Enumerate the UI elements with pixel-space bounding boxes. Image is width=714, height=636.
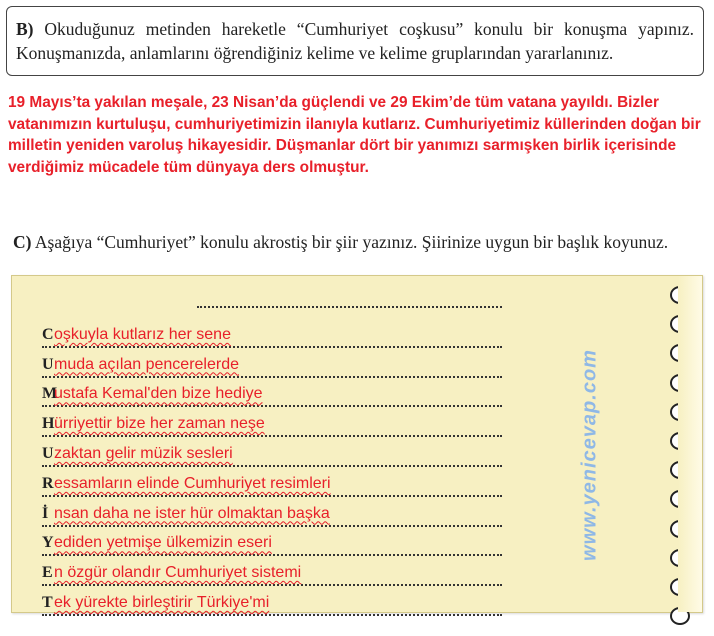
binder-hole-icon bbox=[670, 403, 690, 421]
binder-hole-icon bbox=[670, 374, 690, 392]
poem-line-text: ustafa Kemal'den bize hediye bbox=[54, 385, 263, 403]
question-c-label: C) bbox=[13, 232, 32, 252]
watermark-text: www.yenicevap.com bbox=[578, 349, 601, 561]
poem-line bbox=[42, 378, 502, 408]
poem-line bbox=[42, 497, 502, 527]
question-c bbox=[13, 232, 703, 253]
acrostic-poem bbox=[42, 318, 512, 616]
poem-line-text: essamların elinde Cumhuriyet resimleri bbox=[54, 474, 331, 492]
poem-line bbox=[42, 556, 502, 586]
binder-hole-icon bbox=[670, 344, 690, 362]
question-b-text: Okuduğunuz metinden hareketle “Cumhuriyet coşkusu” konulu bir konuşma yapınız. Konuşmanızda, anlamlarını öğrendiğiniz kelime ve kelime gruplarından yararlanınız. bbox=[16, 19, 694, 63]
poem-initial: İ bbox=[42, 504, 49, 522]
poem-line bbox=[42, 467, 502, 497]
binder-hole-icon bbox=[670, 461, 690, 479]
poem-initial: H bbox=[42, 415, 55, 433]
poem-line-text: muda açılan pencerelerde bbox=[54, 355, 240, 373]
binder-holes bbox=[670, 286, 692, 636]
poem-initial: Y bbox=[42, 534, 54, 552]
poem-line-text: n özgür olandır Cumhuriyet sistemi bbox=[54, 564, 302, 582]
poem-initial: U bbox=[42, 355, 54, 373]
poem-line-text: nsan daha ne ister hür olmaktan başka bbox=[54, 504, 330, 522]
poem-initial: T bbox=[42, 593, 53, 611]
binder-hole-icon bbox=[670, 432, 690, 450]
poem-line-text: zaktan gelir müzik sesleri bbox=[54, 444, 233, 462]
binder-hole-icon bbox=[670, 549, 690, 567]
poem-line bbox=[42, 437, 502, 467]
poem-initial: C bbox=[42, 325, 54, 343]
poem-line bbox=[42, 527, 502, 557]
poem-line-text: ek yürekte birleştirir Türkiye'mi bbox=[54, 593, 270, 611]
binder-hole-icon bbox=[670, 286, 690, 304]
question-c-text: Aşağıya “Cumhuriyet” konulu akrostiş bir şiir yazınız. Şiirinize uygun bir başlık koyunuz. bbox=[34, 232, 669, 252]
poem-initial: M bbox=[42, 385, 58, 403]
poem-line-text: oşkuyla kutlarız her sene bbox=[54, 325, 231, 343]
binder-hole-icon bbox=[670, 490, 690, 508]
binder-hole-icon bbox=[670, 315, 690, 333]
question-b-label: B) bbox=[16, 19, 34, 39]
poem-line bbox=[42, 407, 502, 437]
binder-hole-icon bbox=[670, 578, 690, 596]
poem-initial: U bbox=[42, 444, 54, 462]
binder-hole-icon bbox=[670, 607, 690, 625]
answer-b-text: 19 Mayıs’ta yakılan meşale, 23 Nisan’da güçlendi ve 29 Ekim’de tüm vatana yayıldı. Bizler vatanımızın kurtuluşu, cumhuriyetimizin ilanıyla kutlarız. Cumhuriyetimiz küllerinden doğan bir milletin yeniden varoluş hikayesidir. Düşmanlar dört bir yanımızı sarmışken birlik içerisinde verdiğimiz mücadele tüm dünyaya ders olmuştur. bbox=[8, 94, 701, 176]
poem-line bbox=[42, 348, 502, 378]
binder-hole-icon bbox=[670, 520, 690, 538]
poem-initial: R bbox=[42, 474, 54, 492]
poem-line bbox=[42, 586, 502, 616]
question-b-box bbox=[6, 6, 704, 76]
poem-initial: E bbox=[42, 564, 53, 582]
poem-line-text: ürriyettir bize her zaman neşe bbox=[54, 415, 265, 433]
poem-line bbox=[42, 318, 502, 348]
poem-title-line bbox=[197, 306, 502, 308]
poem-line-text: ediden yetmişe ülkemizin eseri bbox=[54, 534, 272, 552]
watermark bbox=[580, 340, 600, 570]
